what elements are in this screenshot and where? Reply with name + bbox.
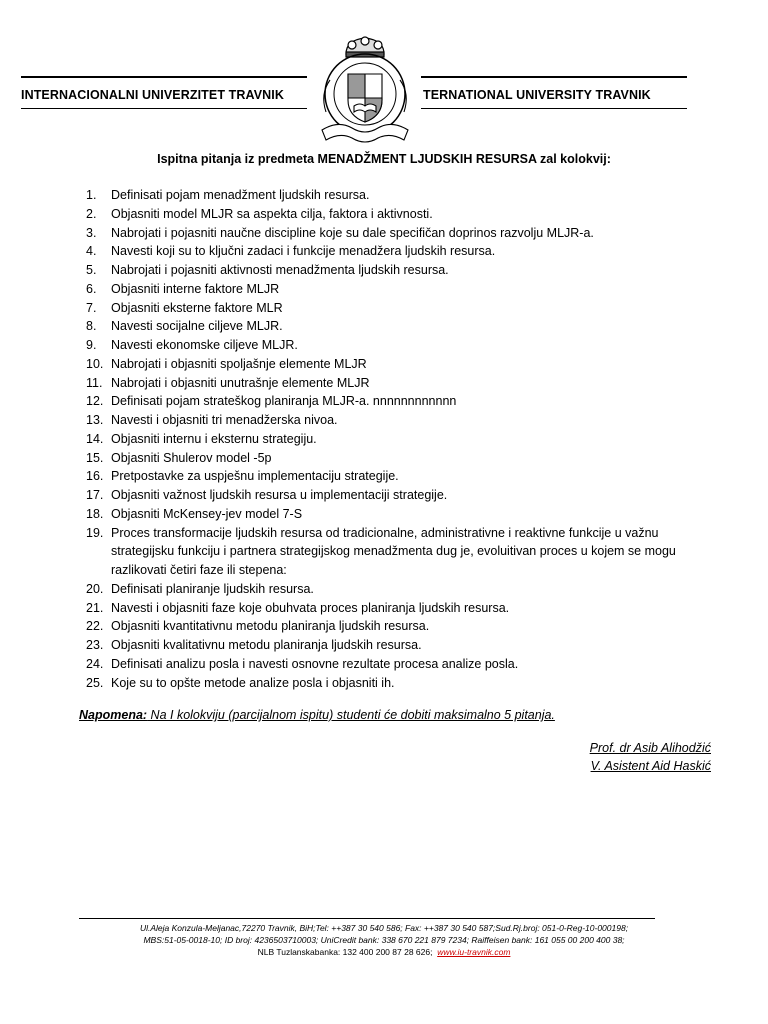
signature-professor: Prof. dr Asib Alihodžić	[589, 741, 711, 755]
question-text: Proces transformacije ljudskih resursa od tradicionalne, administrativne i reaktivne funkcije u važnu strategijsku funkciju i partnera strategijskog menadžmenta dug je, evoluitivan proces u kojem se mogu razlikovati četiri faze ili stepena:	[111, 525, 676, 577]
note-label: Napomena:	[79, 708, 148, 722]
question-item	[86, 580, 696, 599]
question-item	[86, 411, 696, 430]
question-text: Objasniti eksterne faktore MLR	[111, 300, 283, 315]
question-number: 7.	[86, 300, 97, 315]
question-number: 4.	[86, 244, 97, 259]
header-rule-left-bottom	[21, 108, 307, 109]
header-university-name-english: TERNATIONAL UNIVERSITY TRAVNIK	[423, 88, 651, 102]
footer	[0, 922, 768, 958]
question-number: 14.	[86, 431, 104, 446]
header-rule-right-top	[421, 76, 687, 78]
question-number: 21.	[86, 600, 104, 615]
question-item	[86, 486, 696, 505]
question-number: 23.	[86, 638, 104, 652]
question-item	[86, 449, 696, 468]
question-item	[86, 280, 696, 299]
question-item	[86, 242, 696, 261]
question-item	[86, 617, 696, 636]
header-university-name-local: INTERNACIONALNI UNIVERZITET TRAVNIK	[21, 88, 284, 102]
question-text: Objasniti kvantitativnu metodu planiranja ljudskih resursa.	[111, 619, 430, 634]
question-item	[86, 355, 696, 374]
footer-address: Ul.Aleja Konzula-Meljanac,72270 Travnik, BiH;Tel: ++387 30 540 586; Fax: ++387 30 540 587;Sud.Rj.broj: 051-0-Reg-10-000198;	[139, 923, 629, 933]
question-text: Objasniti interne faktore MLJR	[111, 281, 280, 296]
question-item	[86, 224, 696, 243]
question-text: Definisati pojam strateškog planiranja MLJR-a. nnnnnnnnnnnn	[111, 394, 457, 409]
question-text: Objasniti Shulerov model -5p	[111, 450, 272, 465]
footer-bank-info: MBS:51-05-0018-10; ID broj: 4236503710003; UniCredit bank: 338 670 221 879 7234; Raiffeisen bank: 161 055 00 200 400 38;	[143, 935, 625, 945]
question-item	[86, 655, 696, 674]
question-text: Nabrojati i pojasniti naučne discipline koje su dale specifičan doprinos razvolju MLJR-a.	[111, 225, 594, 240]
question-item	[86, 205, 696, 224]
note-text: Na I kolokviju (parcijalnom ispitu) studenti će dobiti maksimalno 5 pitanja.	[147, 708, 555, 722]
question-text: Objasniti kvalitativnu metodu planiranja ljudskih resursa.	[111, 638, 422, 652]
note	[79, 708, 555, 722]
question-number: 16.	[86, 469, 104, 484]
question-text: Definisati pojam menadžment ljudskih resursa.	[111, 188, 370, 202]
question-text: Navesti ekonomske ciljeve MLJR.	[111, 338, 298, 352]
question-number: 20.	[86, 581, 104, 596]
question-text: Nabrojati i objasniti spoljašnje elemente MLJR	[111, 356, 367, 371]
question-item	[86, 599, 696, 618]
question-number: 22.	[86, 619, 104, 634]
question-item	[86, 636, 696, 655]
question-number: 19.	[86, 525, 104, 540]
question-number: 6.	[86, 281, 97, 296]
question-text: Navesti socijalne ciljeve MLJR.	[111, 319, 283, 334]
question-text: Definisati analizu posla i navesti osnovne rezultate procesa analize posla.	[111, 656, 519, 671]
question-number: 10.	[86, 356, 104, 371]
question-item	[86, 674, 696, 693]
question-number: 3.	[86, 225, 97, 240]
shield-icon	[348, 74, 382, 122]
question-text: Pretpostavke za uspješnu implementaciju strategije.	[111, 469, 399, 484]
question-item	[86, 467, 696, 486]
question-text: Objasniti važnost ljudskih resursa u implementaciji strategije.	[111, 488, 448, 502]
question-number: 25.	[86, 675, 104, 690]
website-link[interactable]: www.iu-travnik.com	[437, 947, 511, 957]
question-number: 9.	[86, 338, 97, 352]
question-item	[86, 317, 696, 336]
question-number: 1.	[86, 188, 97, 202]
question-item	[86, 524, 696, 580]
question-number: 13.	[86, 413, 104, 427]
question-text: Navesti i objasniti faze koje obuhvata proces planiranja ljudskih resursa.	[111, 600, 510, 615]
question-text: Koje su to opšte metode analize posla i objasniti ih.	[111, 675, 395, 690]
question-text: Navesti koji su to ključni zadaci i funkcije menadžera ljudskih resursa.	[111, 244, 496, 259]
question-number: 5.	[86, 263, 97, 277]
question-item	[86, 186, 696, 205]
question-item	[86, 261, 696, 280]
questions-list	[86, 186, 696, 692]
question-text: Objasniti internu i eksternu strategiju.	[111, 431, 317, 446]
question-text: Objasniti model MLJR sa aspekta cilja, faktora i aktivnosti.	[111, 206, 433, 221]
question-item	[86, 505, 696, 524]
question-item	[86, 336, 696, 355]
question-text: Objasniti McKensey-jev model 7-S	[111, 506, 303, 521]
question-item	[86, 430, 696, 449]
question-number: 15.	[86, 450, 104, 465]
signature-assistant: V. Asistent Aid Haskić	[590, 759, 711, 773]
question-item	[86, 374, 696, 393]
question-item	[86, 299, 696, 318]
question-text: Nabrojati i objasniti unutrašnje elemente MLJR	[111, 375, 370, 390]
footer-rule	[79, 918, 655, 919]
question-number: 18.	[86, 506, 104, 521]
question-number: 2.	[86, 206, 97, 221]
university-crest-logo-icon	[308, 32, 422, 152]
footer-nlb: NLB Tuzlanskabanka: 132 400 200 87 28 626;	[257, 947, 433, 957]
question-item	[86, 392, 696, 411]
question-number: 11.	[86, 375, 103, 390]
question-number: 24.	[86, 656, 104, 671]
header-rule-right-bottom	[421, 108, 687, 109]
question-text: Nabrojati i pojasniti aktivnosti menadžmenta ljudskih resursa.	[111, 263, 449, 277]
question-number: 17.	[86, 488, 104, 502]
document-title: Ispitna pitanja iz predmeta MENADŽMENT LJUDSKIH RESURSA zal kolokvij:	[157, 152, 611, 166]
question-text: Definisati planiranje ljudskih resursa.	[111, 581, 314, 596]
header-rule-left-top	[21, 76, 307, 78]
question-text: Navesti i objasniti tri menadžerska nivoa.	[111, 413, 338, 427]
footer-bank-info-2	[0, 946, 768, 958]
question-number: 12.	[86, 394, 104, 409]
question-number: 8.	[86, 319, 97, 334]
